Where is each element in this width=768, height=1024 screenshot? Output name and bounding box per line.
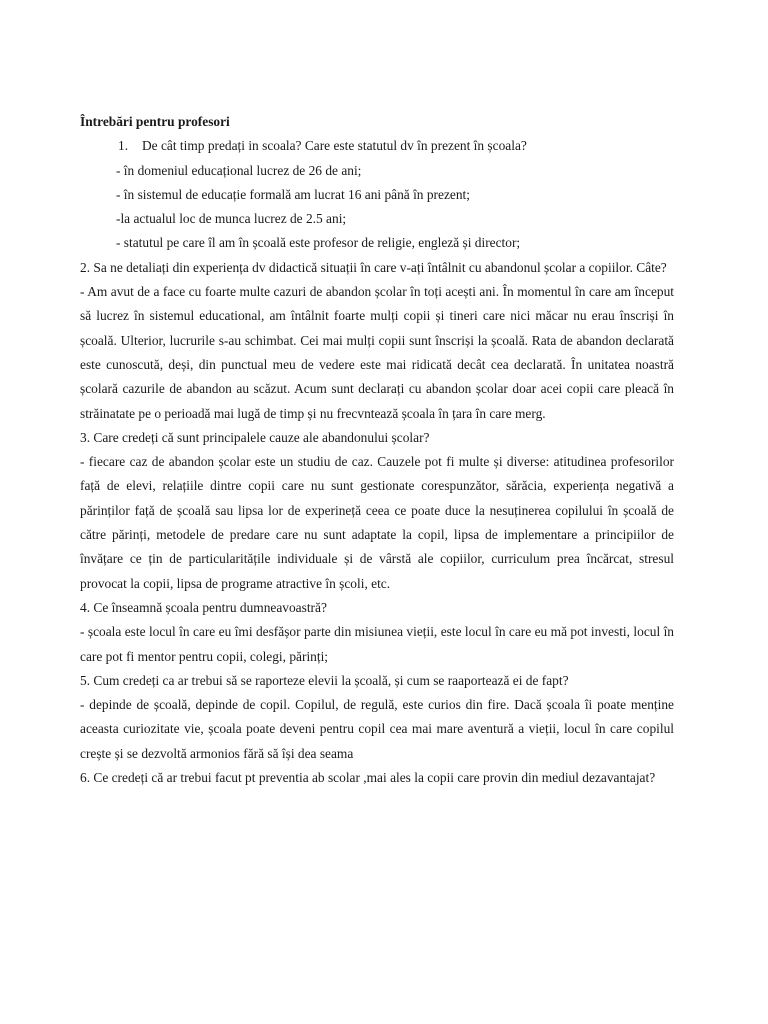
- question-5: 5. Cum credeți ca ar trebui să se raporteze elevii la școală, și cum se raaportează ei de fapt?: [80, 672, 569, 688]
- question-1: [80, 134, 674, 158]
- question-1-answer-3: -la actualul loc de munca lucrez de 2.5 ani;: [116, 211, 347, 227]
- question-2: 2. Sa ne detaliați din experiența dv didactică situații în care v-ați întâlnit cu abandonul școlar a copiilor. Câte?: [80, 259, 667, 275]
- question-4-answer: - școala este locul în care eu îmi desfășor parte din misiunea vieții, este locul în care eu mă pot investi, locul în care pot fi mentor pentru copii, colegi, părinți;: [80, 624, 674, 664]
- question-4: 4. Ce înseamnă școala pentru dumneavoastră?: [80, 599, 327, 615]
- question-5-answer: - depinde de școală, depinde de copil. Copilul, de regulă, este curios din fire. Dacă școala îi poate menține aceasta curiozitate vie, școala poate deveni pentru copil cea mai mare aventură a vieții, locul în care copilul crește și se dezvoltă armonios fără să își dea seama: [80, 697, 674, 761]
- question-1-answer-1: - în domeniul educațional lucrez de 26 de ani;: [116, 162, 362, 178]
- question-1-text: De cât timp predați in scoala? Care este statutul dv în prezent în școala?: [142, 138, 527, 154]
- question-3-answer: - fiecare caz de abandon școlar este un studiu de caz. Cauzele pot fi multe și diverse: atitudinea profesorilor față de elevi, relațiile dintre copii care nu sunt gestionate corespunzător, sărăcia, experiența negativă a părinților față de școală sau lipsa lor de experinеță ceea ce poate duce la nesuținerea copilului în școală de către părinți, metodele de predare care nu sunt adaptate la copil, lipsa de implementare a principiilor de învățare ce țin de particularitățile individuale și de vârstă ale copiilor, curriculum prea încărcat, stresul provocat la copii, lipsa de programe atractive în școli, etc.: [80, 454, 674, 591]
- question-1-answer-4: - statutul pe care îl am în școală este profesor de religie, engleză și director;: [116, 235, 521, 251]
- question-3: 3. Care credeți că sunt principalele cauze ale abandonului școlar?: [80, 429, 430, 445]
- question-1-number: 1.: [118, 138, 129, 154]
- document-body: [80, 110, 674, 790]
- question-1-answer-2: - în sistemul de educație formală am lucrat 16 ani până în prezent;: [116, 186, 470, 202]
- question-6: 6. Ce credeți că ar trebui facut pt preventia ab scolar ,mai ales la copii care provin din mediul dezavantajat?: [80, 770, 656, 786]
- document-title: Întrebări pentru profesori: [80, 114, 230, 129]
- question-2-answer: - Am avut de a face cu foarte multe cazuri de abandon școlar în toți acești ani. În momentul în care am început să lucrez în sistemul educational, am întâlnit foarte mulți copii și tineri care nici măcar nu erau înscriși în școală. Ulterior, lucrurile s-au schimbat. Cei mai mulți copii sunt înscriși la școală. Rata de abandon declarată este cunoscută, deși, din punctual meu de vedere este mai ridicată decât cea declarată. În unitatea noastră școlară cazurile de abandon au scăzut. Acum sunt declarați cu abandon școlar doar acei copii care pleacă în străinatate pe o perioadă mai lugă de timp și nu frecvntează școala în țara în care merg.: [80, 284, 674, 421]
